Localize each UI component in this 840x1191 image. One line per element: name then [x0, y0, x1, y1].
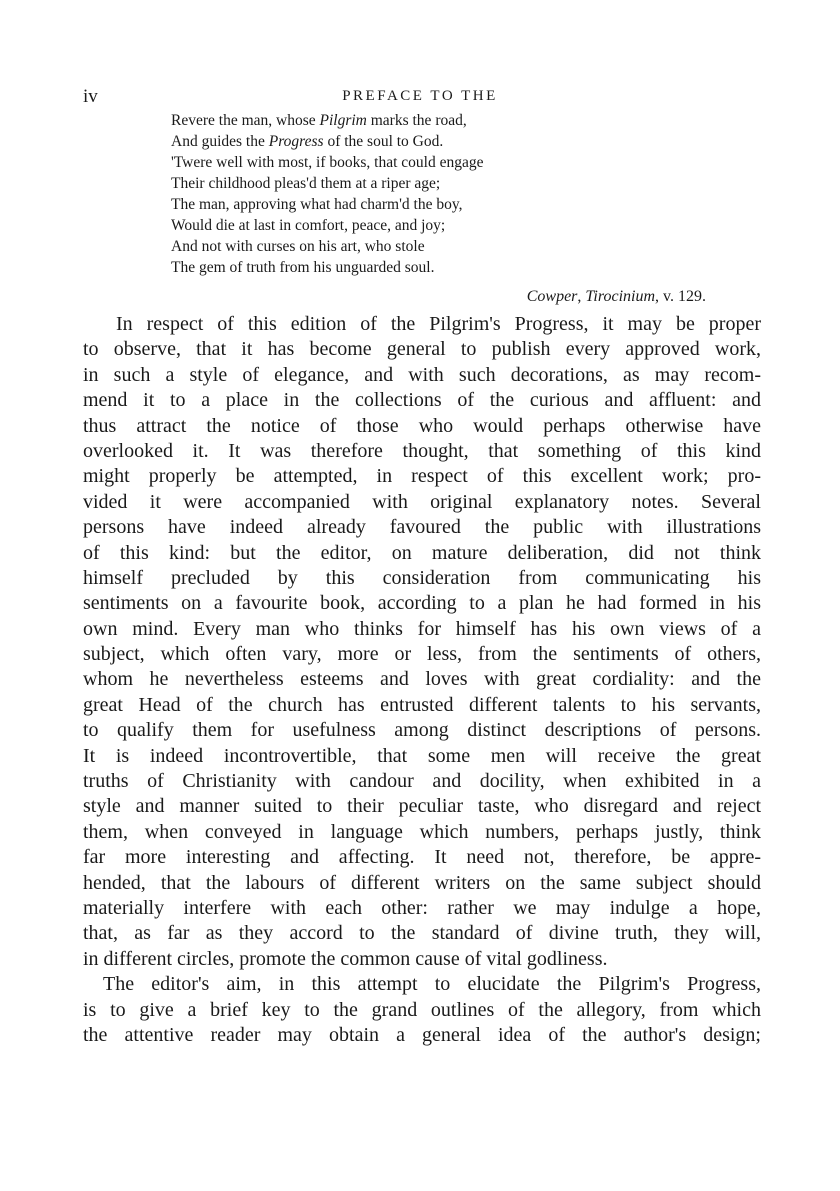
poem-text: of the soul to God. — [323, 133, 444, 150]
epigraph-citation: Cowper, Tirocinium, v. 129. — [526, 288, 706, 305]
body-line: hended, that the labours of different writers on the same subject should — [83, 871, 761, 894]
body-line: vided it were accompanied with original explanatory notes. Several — [83, 490, 761, 513]
body-line: It is indeed incontrovertible, that some men will receive the great — [83, 744, 761, 767]
poem-text: Their childhood pleas'd them at a riper age; — [171, 175, 441, 192]
body-line: them, when conveyed in language which numbers, perhaps justly, think — [83, 820, 761, 843]
body-line: himself precluded by this consideration from communicating his — [83, 566, 761, 589]
italic-title: Pilgrim — [319, 112, 367, 129]
body-line: overlooked it. It was therefore thought, that something of this kind — [83, 439, 761, 462]
body-line: style and manner suited to their peculiar taste, who disregard and reject — [83, 795, 761, 818]
poem-text: Revere the man, whose — [171, 112, 320, 129]
body-line: mend it to a place in the collections of the curious and affluent: and — [83, 389, 761, 412]
poem-text: The man, approving what had charm'd the boy, — [171, 196, 463, 213]
poem-line — [171, 257, 484, 278]
body-line: truths of Christianity with candour and docility, when exhibited in a — [83, 770, 761, 793]
body-line: the attentive reader may obtain a general idea of the author's design; — [83, 1023, 761, 1046]
body-line: subject, which often vary, more or less, from the sentiments of others, — [83, 643, 761, 666]
poem-line — [171, 131, 484, 152]
body-line: to observe, that it has become general to publish every approved work, — [83, 338, 761, 361]
poem-line — [171, 236, 484, 257]
body-line: might properly be attempted, in respect of this excellent work; pro- — [83, 465, 761, 488]
body-text — [83, 312, 761, 1048]
poem-text: The gem of truth from his unguarded soul. — [171, 259, 435, 276]
body-line: that, as far as they accord to the standard of divine truth, they will, — [83, 922, 761, 945]
body-line: sentiments on a favourite book, according to a plan he had formed in his — [83, 592, 761, 615]
body-line: in such a style of elegance, and with such decorations, as may recom- — [83, 363, 761, 386]
body-line: of this kind: but the editor, on mature deliberation, did not think — [83, 541, 761, 564]
epigraph-poem — [171, 110, 484, 278]
poem-line — [171, 152, 484, 173]
body-line: persons have indeed already favoured the public with illustrations — [83, 516, 761, 539]
body-line: thus attract the notice of those who would perhaps otherwise have — [83, 414, 761, 437]
poem-line — [171, 173, 484, 194]
citation-work: Tirocinium — [585, 288, 656, 305]
poem-text: And not with curses on his art, who stole — [171, 238, 425, 255]
body-line: The editor's aim, in this attempt to elucidate the Pilgrim's Progress, — [103, 973, 761, 996]
body-line: to qualify them for usefulness among distinct descriptions of persons. — [83, 719, 761, 742]
poem-line — [171, 194, 484, 215]
body-line: materially interfere with each other: rather we may indulge a hope, — [83, 896, 761, 919]
body-line: own mind. Every man who thinks for himself has his own views of a — [83, 617, 761, 640]
italic-title: Progress — [268, 133, 324, 150]
body-line: far more interesting and affecting. It need not, therefore, be appre- — [83, 846, 761, 869]
body-line: In respect of this edition of the Pilgrim's Progress, it may be proper — [116, 313, 761, 335]
poem-text: Would die at last in comfort, peace, and joy; — [171, 217, 446, 234]
poem-text: 'Twere well with most, if books, that could engage — [171, 154, 484, 171]
body-line: great Head of the church has entrusted different talents to his servants, — [83, 693, 761, 716]
body-line: is to give a brief key to the grand outlines of the allegory, from which — [83, 998, 761, 1021]
citation-author: Cowper — [526, 288, 578, 305]
body-line: in different circles, promote the common cause of vital godliness. — [83, 947, 608, 970]
running-head: PREFACE TO THE — [342, 88, 498, 104]
page-number: iv — [83, 86, 98, 107]
poem-line — [171, 110, 484, 131]
poem-line — [171, 215, 484, 236]
poem-text: marks the road, — [366, 112, 467, 129]
body-line: whom he nevertheless esteems and loves with great cordiality: and the — [83, 668, 761, 691]
citation-ref: , v. 129. — [655, 288, 706, 305]
poem-text: And guides the — [171, 133, 269, 150]
